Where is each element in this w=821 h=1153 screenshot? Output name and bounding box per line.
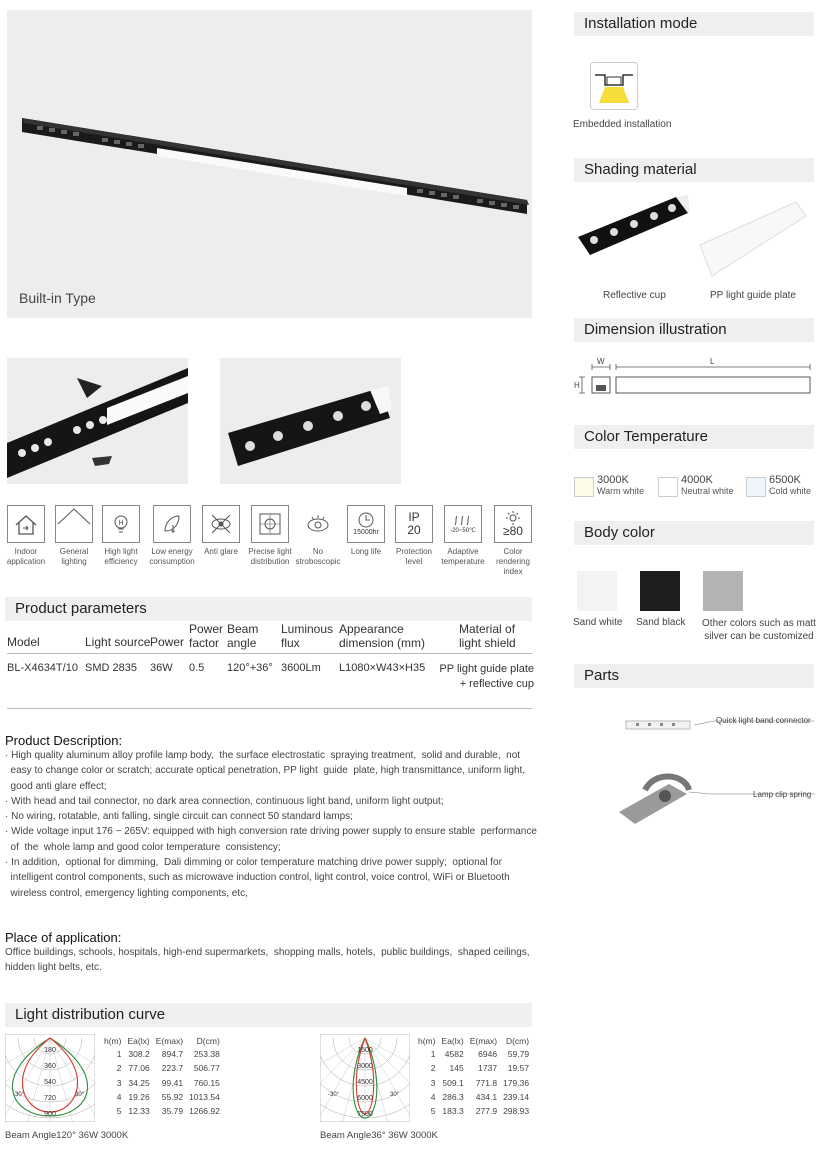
ld-cell: 183.3 xyxy=(442,1106,464,1117)
polar-right-svg xyxy=(320,1034,410,1122)
polar-ring-label: 1500 xyxy=(357,1047,373,1054)
ld-header: Ea(lx) xyxy=(127,1036,150,1046)
polar-ring-label: 4500 xyxy=(357,1079,373,1086)
feature-distribution: Precise light distribution xyxy=(246,505,294,567)
eye-icon xyxy=(299,505,337,543)
body-color-sand-white: Sand white xyxy=(573,617,623,628)
place-of-application xyxy=(5,930,535,976)
header-luminous-flux: Luminous flux xyxy=(281,622,334,650)
clip-spring-image xyxy=(615,770,815,835)
ld-cell: 3 xyxy=(116,1077,122,1088)
params-divider xyxy=(7,653,532,654)
light-table-right xyxy=(414,1034,533,1119)
cell-material: PP light guide plate + reflective cup xyxy=(439,663,534,690)
ld-header: h(m) xyxy=(104,1036,122,1046)
ld-cell: 298.93 xyxy=(503,1106,530,1117)
polar-ring-label: 6000 xyxy=(357,1095,373,1102)
swatch-sand-white xyxy=(577,571,617,611)
caption-right: Beam Angle36° 36W 3000K xyxy=(320,1130,438,1141)
clock-icon: 15000hr xyxy=(347,505,385,543)
dimension-w-label: W xyxy=(597,357,605,366)
ld-cell: 308.2 xyxy=(128,1049,150,1059)
part-label-clip: Lamp clip spring xyxy=(753,790,812,799)
ld-row xyxy=(416,1105,531,1117)
caption-left: Beam Angle120° 36W 3000K xyxy=(5,1130,129,1141)
color-temp-row xyxy=(574,474,819,498)
params-divider-bottom xyxy=(7,708,532,709)
cri-icon: ≥80 xyxy=(494,505,532,543)
dimension-l-label: L xyxy=(710,357,715,366)
feature-efficiency: H High light efficiency xyxy=(97,505,145,567)
ld-cell: 506.77 xyxy=(193,1063,220,1074)
polar-angle-right: 30° xyxy=(75,1092,85,1098)
reflective-cup-image xyxy=(576,195,691,280)
body-color-sand-black: Sand black xyxy=(636,617,686,628)
polar-ring-label: 720 xyxy=(44,1095,56,1102)
ld-cell: 1737 xyxy=(478,1063,498,1074)
description-line: · In addition, optional for dimming, Dali dimming or color temperature matching drive power supply; optional for xyxy=(5,857,502,869)
hero-lamp-illustration xyxy=(7,10,532,318)
ld-cell: 286.3 xyxy=(442,1091,464,1102)
ld-cell: 12.33 xyxy=(128,1106,150,1117)
ct-value-4000k: 4000K xyxy=(681,474,713,486)
feature-general-lighting: General lighting xyxy=(50,505,98,567)
shading-label-pp: PP light guide plate xyxy=(710,290,796,301)
header-model: Model xyxy=(7,635,40,649)
ld-cell: 509.1 xyxy=(442,1077,464,1088)
ct-name-cold: Cold white xyxy=(769,486,812,496)
ld-cell: 3 xyxy=(430,1077,436,1088)
ld-row xyxy=(102,1105,222,1117)
polar-chart-right xyxy=(320,1034,410,1127)
polar-angle-right: 30° xyxy=(390,1092,400,1098)
ld-row xyxy=(416,1048,531,1060)
ld-cell: 434.1 xyxy=(475,1091,498,1102)
ld-row xyxy=(102,1048,222,1060)
cell-model: BL-X4634T/10 xyxy=(7,662,78,674)
header-power: Power xyxy=(150,635,185,649)
description-line: · High quality aluminum alloy profile lamp body, the surface electrostatic spraying treatment, solid and durable, not xyxy=(5,750,521,761)
ld-cell: 1 xyxy=(116,1049,122,1059)
application-line: hidden light belts, etc. xyxy=(5,962,102,974)
ld-cell: 771.8 xyxy=(475,1077,498,1088)
ld-cell: 1013.54 xyxy=(189,1091,220,1102)
header-power-factor: Power factor xyxy=(189,622,224,650)
section-body-color: Body color xyxy=(574,521,814,545)
polar-ring-label: 180 xyxy=(44,1047,56,1054)
header-dimension: Appearance dimension (mm) xyxy=(339,622,426,650)
dimension-h-label: H xyxy=(574,381,580,390)
ld-cell: 4 xyxy=(430,1091,436,1102)
ld-cell: 5 xyxy=(116,1106,122,1117)
header-light-source: Light source xyxy=(85,635,151,649)
swatch-sand-black xyxy=(640,571,680,611)
ld-cell: 55.92 xyxy=(161,1091,184,1102)
ld-header: E(max) xyxy=(469,1036,498,1046)
ct-name-neutral: Neutral white xyxy=(681,486,734,496)
grid-sun-icon xyxy=(251,505,289,543)
ld-header: D(cm) xyxy=(505,1036,530,1046)
swatch-6500k xyxy=(746,477,766,497)
feature-no-strobe: No stroboscopic xyxy=(294,505,342,567)
product-description xyxy=(5,733,535,901)
feature-long-life: 15000hr Long life xyxy=(342,505,390,557)
part-label-connector: Quick light band connector xyxy=(716,716,811,725)
installation-label: Embedded installation xyxy=(573,119,672,130)
polar-ring-label: 900 xyxy=(44,1111,56,1118)
section-product-parameters: Product parameters xyxy=(5,597,532,621)
application-line: Office buildings, schools, hospitals, high-end supermarkets, shopping malls, hotels, public buildings, shaped ceilings, xyxy=(5,947,530,958)
section-shading: Shading material xyxy=(574,158,814,182)
description-line: intelligent control components, such as microwave induction control, light control, voice control, WiFi or Bluetooth xyxy=(5,872,510,884)
ld-cell: 1 xyxy=(430,1049,436,1059)
ld-cell: 145 xyxy=(449,1063,464,1074)
ld-cell: 77.06 xyxy=(128,1063,150,1074)
ld-row xyxy=(416,1062,531,1074)
ld-cell: 2 xyxy=(116,1063,122,1074)
ld-cell: 4582 xyxy=(444,1049,464,1059)
indoor-icon xyxy=(7,505,45,543)
polar-left-svg xyxy=(5,1034,95,1122)
polar-ring-label: 7500 xyxy=(357,1111,373,1118)
light-table-left xyxy=(100,1034,224,1119)
ld-row xyxy=(102,1062,222,1074)
ct-value-3000k: 3000K xyxy=(597,474,629,486)
feature-low-energy: Low energy consumption xyxy=(148,505,196,567)
params-table xyxy=(7,622,532,710)
cell-light-source: SMD 2835 xyxy=(85,662,137,674)
description-line: · With head and tail connector, no dark area connection, continuous light band, uniform light output; xyxy=(5,795,444,807)
cell-luminous-flux: 3600Lm xyxy=(281,662,321,674)
swatch-4000k xyxy=(658,477,678,497)
dimension-diagram xyxy=(572,355,817,400)
header-material: Material of light shield xyxy=(459,622,516,650)
polar-ring-label: 3000 xyxy=(357,1063,373,1070)
ld-cell: 239.14 xyxy=(503,1091,530,1102)
reflector-closeup-illustration xyxy=(220,358,401,484)
feature-protection: IP 20 Protection level xyxy=(390,505,438,567)
ld-cell: 35.79 xyxy=(161,1106,184,1117)
ld-cell: 34.25 xyxy=(128,1077,150,1088)
ld-cell: 223.7 xyxy=(161,1063,184,1074)
cell-dimension: L1080×W43×H35 xyxy=(339,662,426,674)
ld-cell: 253.38 xyxy=(193,1049,220,1059)
description-line: wireless control, emergency lighting components, etc, xyxy=(5,887,248,899)
hero-label: Built-in Type xyxy=(19,290,96,306)
bulb-icon xyxy=(102,505,140,543)
cell-beam-angle: 120°+36° xyxy=(227,662,273,674)
section-dimension: Dimension illustration xyxy=(574,318,814,342)
ld-cell: 894.7 xyxy=(161,1049,184,1059)
ct-value-6500k: 6500K xyxy=(769,474,801,486)
application-lines xyxy=(5,945,535,976)
ld-cell: 6946 xyxy=(478,1049,498,1059)
embedded-installation-icon xyxy=(590,62,638,110)
polar-angle-left: -30° xyxy=(13,1092,25,1098)
ld-cell: 760.15 xyxy=(193,1077,220,1088)
hero-image xyxy=(7,10,532,318)
swatch-silver xyxy=(703,571,743,611)
ct-name-warm: Warm white xyxy=(597,486,645,496)
description-lines xyxy=(5,748,535,901)
description-line: of the whole lamp and good color temperature consistency; xyxy=(5,841,281,853)
svg-text:H: H xyxy=(118,520,124,527)
description-line: · Wide voltage input 176 ~ 265V: equipped with high conversion rate driving power supply to ensure stable performance xyxy=(5,826,537,838)
ld-row xyxy=(102,1077,222,1089)
ld-row xyxy=(416,1077,531,1089)
ld-cell: 19.57 xyxy=(507,1063,530,1074)
ld-cell: 59.79 xyxy=(507,1049,530,1059)
ld-cell: 277.9 xyxy=(475,1106,498,1117)
ld-cell: 99.41 xyxy=(161,1077,184,1088)
swatch-3000k xyxy=(574,477,594,497)
application-title: Place of application: xyxy=(5,930,122,945)
ld-header: E(max) xyxy=(155,1036,184,1046)
ld-cell: 2 xyxy=(430,1063,436,1074)
detail-image-2 xyxy=(220,358,401,484)
cell-power: 36W xyxy=(150,662,173,674)
feature-cri: ≥80 Color rendering index xyxy=(489,505,537,577)
header-beam-angle: Beam angle xyxy=(227,622,259,650)
ld-cell: 179.36 xyxy=(503,1077,530,1088)
polar-angle-left: -30° xyxy=(328,1092,340,1098)
lamp-closeup-illustration xyxy=(7,358,188,484)
description-line: · No wiring, rotatable, anti falling, single circuit can connect 50 standard lamps; xyxy=(5,811,353,823)
feature-indoor: Indoor application xyxy=(2,505,50,567)
anti-glare-icon xyxy=(202,505,240,543)
ld-header: D(cm) xyxy=(196,1036,220,1046)
ld-cell: 4 xyxy=(116,1091,122,1102)
cell-power-factor: 0.5 xyxy=(189,662,205,674)
section-light-distribution: Light distribution curve xyxy=(5,1003,532,1027)
polar-ring-label: 540 xyxy=(44,1079,56,1086)
ip-icon: IP 20 xyxy=(395,505,433,543)
ld-table-left xyxy=(100,1034,224,1119)
detail-image-1 xyxy=(7,358,188,484)
temperature-icon: -20~50℃ xyxy=(444,505,482,543)
description-title: Product Description: xyxy=(5,733,123,748)
general-lighting-icon xyxy=(55,505,93,543)
section-parts: Parts xyxy=(574,664,814,688)
pp-plate-image xyxy=(698,200,808,285)
ld-header: h(m) xyxy=(418,1036,436,1046)
polar-ring-label: 360 xyxy=(44,1063,56,1070)
description-line: easy to change color or scratch; accurate optical penetration, PP light guide plate, high transmittance, uniform light, xyxy=(5,765,526,777)
section-installation: Installation mode xyxy=(574,12,814,36)
ld-header: Ea(lx) xyxy=(441,1036,464,1046)
ld-cell: 1266.92 xyxy=(189,1106,220,1117)
polar-chart-left xyxy=(5,1034,95,1127)
body-color-other: Other colors such as matt silver can be customized xyxy=(702,618,816,642)
ld-cell: 19.26 xyxy=(128,1091,150,1102)
ld-cell: 5 xyxy=(430,1106,436,1117)
ld-table-right xyxy=(414,1034,533,1119)
dimension-drawing xyxy=(572,355,817,400)
ld-row xyxy=(416,1091,531,1103)
shading-label-reflective: Reflective cup xyxy=(603,290,666,301)
ld-row xyxy=(102,1091,222,1103)
feature-anti-glare: Anti glare xyxy=(197,505,245,557)
description-line: good anti glare effect; xyxy=(5,780,107,792)
leaf-plug-icon xyxy=(153,505,191,543)
section-color-temp: Color Temperature xyxy=(574,425,814,449)
feature-temperature: -20~50℃ Adaptive temperature xyxy=(439,505,487,567)
